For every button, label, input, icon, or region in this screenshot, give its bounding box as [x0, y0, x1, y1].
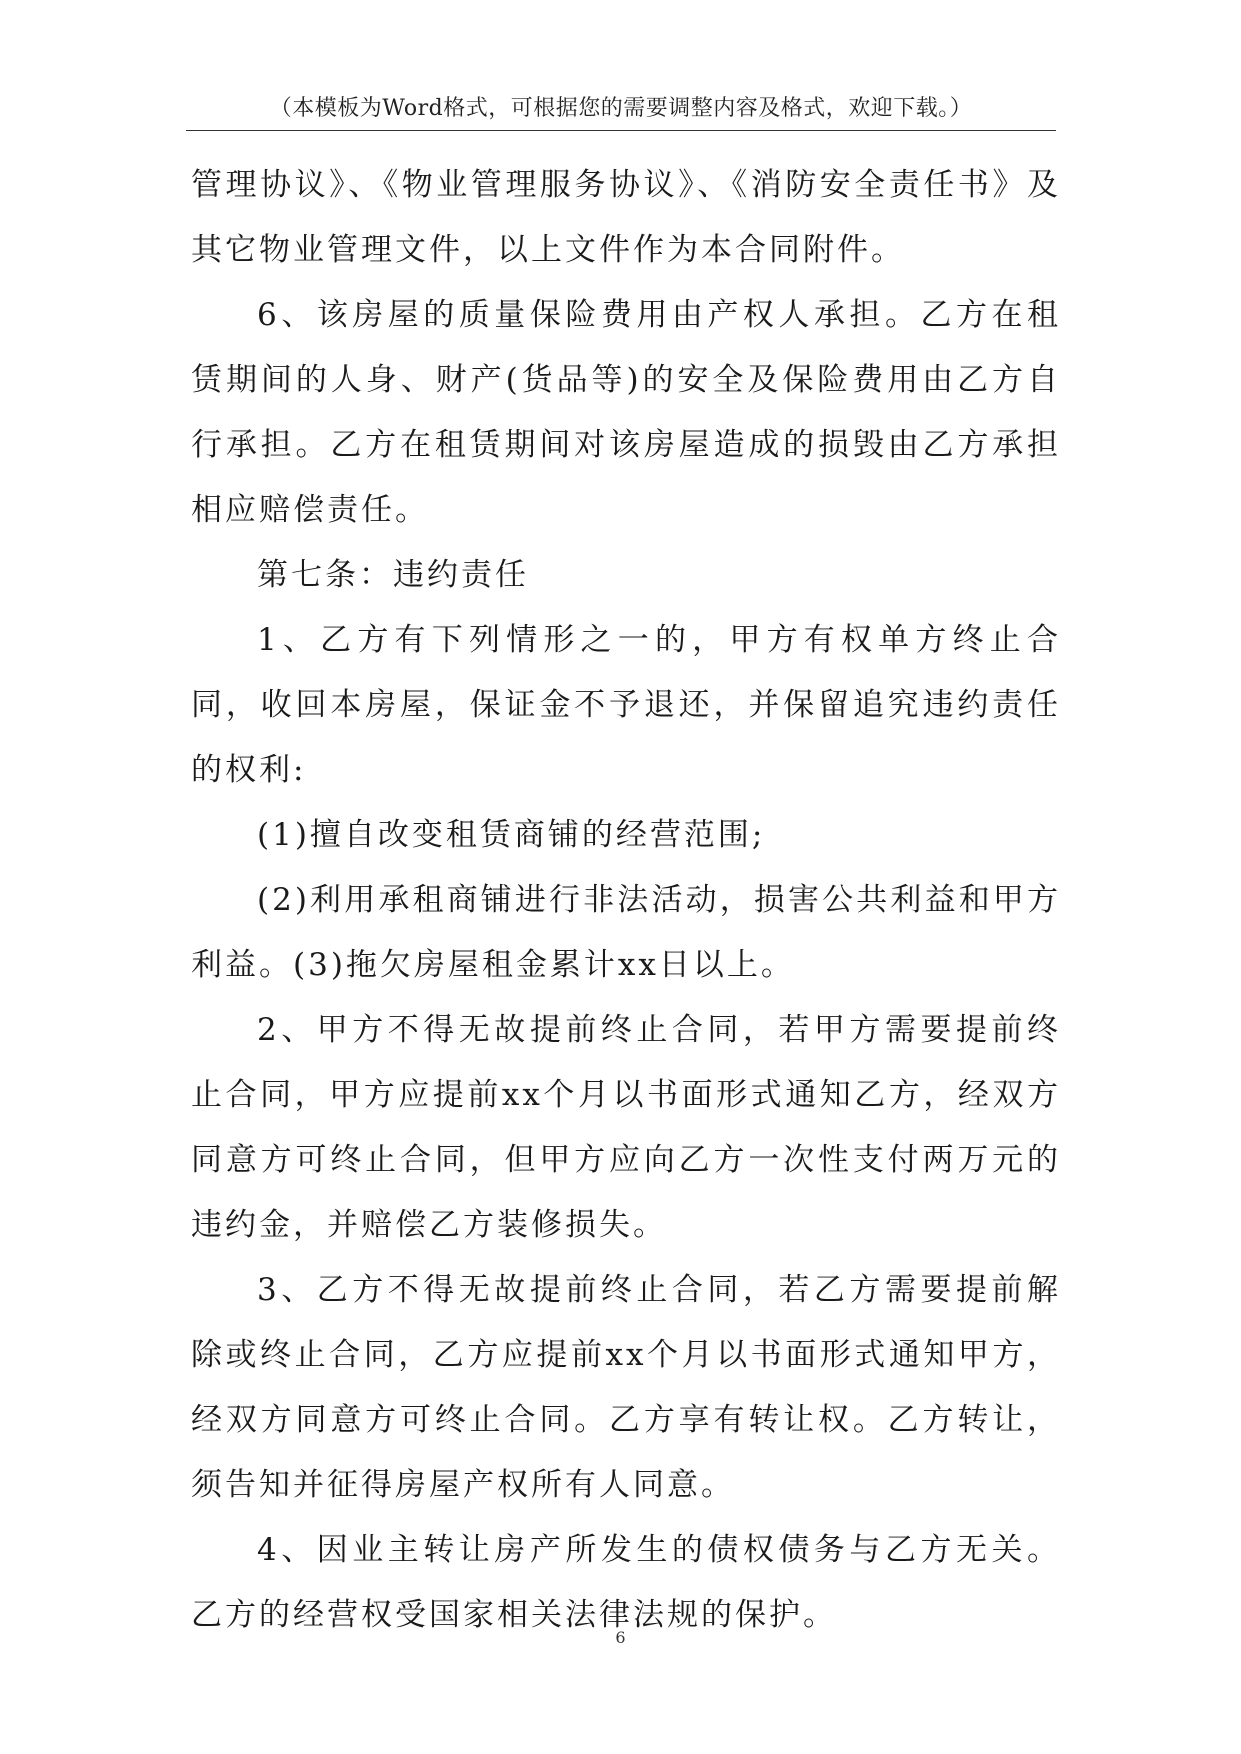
- paragraph-clause-3-party-b: 3、乙方不得无故提前终止合同，若乙方需要提前解除或终止合同，乙方应提前xx个月以书面形式通知甲方，经双方同意方可终止合同。乙方享有转让权。乙方转让，须告知并征得房屋产权所有人同意。: [191, 1272, 1061, 1503]
- header-divider: [186, 130, 1056, 131]
- template-notice-header: （本模板为Word格式，可根据您的需要调整内容及格式，欢迎下载。）: [269, 96, 973, 121]
- paragraph-clause-4-transfer: 4、因业主转让房产所发生的债权债务与乙方无关。乙方的经营权受国家相关法律法规的保护。: [191, 1532, 1061, 1633]
- paragraph-item-1: (1)擅自改变租赁商铺的经营范围;: [257, 817, 766, 853]
- paragraph-clause-2-party-a: 2、甲方不得无故提前终止合同，若甲方需要提前终止合同，甲方应提前xx个月以书面形式通知乙方，经双方同意方可终止合同，但甲方应向乙方一次性支付两万元的违约金，并赔偿乙方装修损失。: [191, 1012, 1061, 1243]
- document-body: [191, 153, 1061, 1648]
- paragraph-clause-6-insurance: 6、该房屋的质量保险费用由产权人承担。乙方在租赁期间的人身、财产(货品等)的安全及保险费用由乙方自行承担。乙方在租赁期间对该房屋造成的损毁由乙方承担相应赔偿责任。: [191, 297, 1061, 528]
- page-number: 6: [615, 1628, 626, 1647]
- paragraph-item-2-3: (2)利用承租商铺进行非法活动，损害公共利益和甲方利益。(3)拖欠房屋租金累计xx日以上。: [191, 882, 1061, 983]
- paragraph-attachments: 管理协议》、《物业管理服务协议》、《消防安全责任书》及其它物业管理文件，以上文件作为本合同附件。: [191, 167, 1061, 268]
- section-heading-article-7: 第七条：违约责任: [257, 557, 529, 593]
- paragraph-clause-1-termination: 1、乙方有下列情形之一的，甲方有权单方终止合同，收回本房屋，保证金不予退还，并保留追究违约责任的权利:: [191, 622, 1061, 788]
